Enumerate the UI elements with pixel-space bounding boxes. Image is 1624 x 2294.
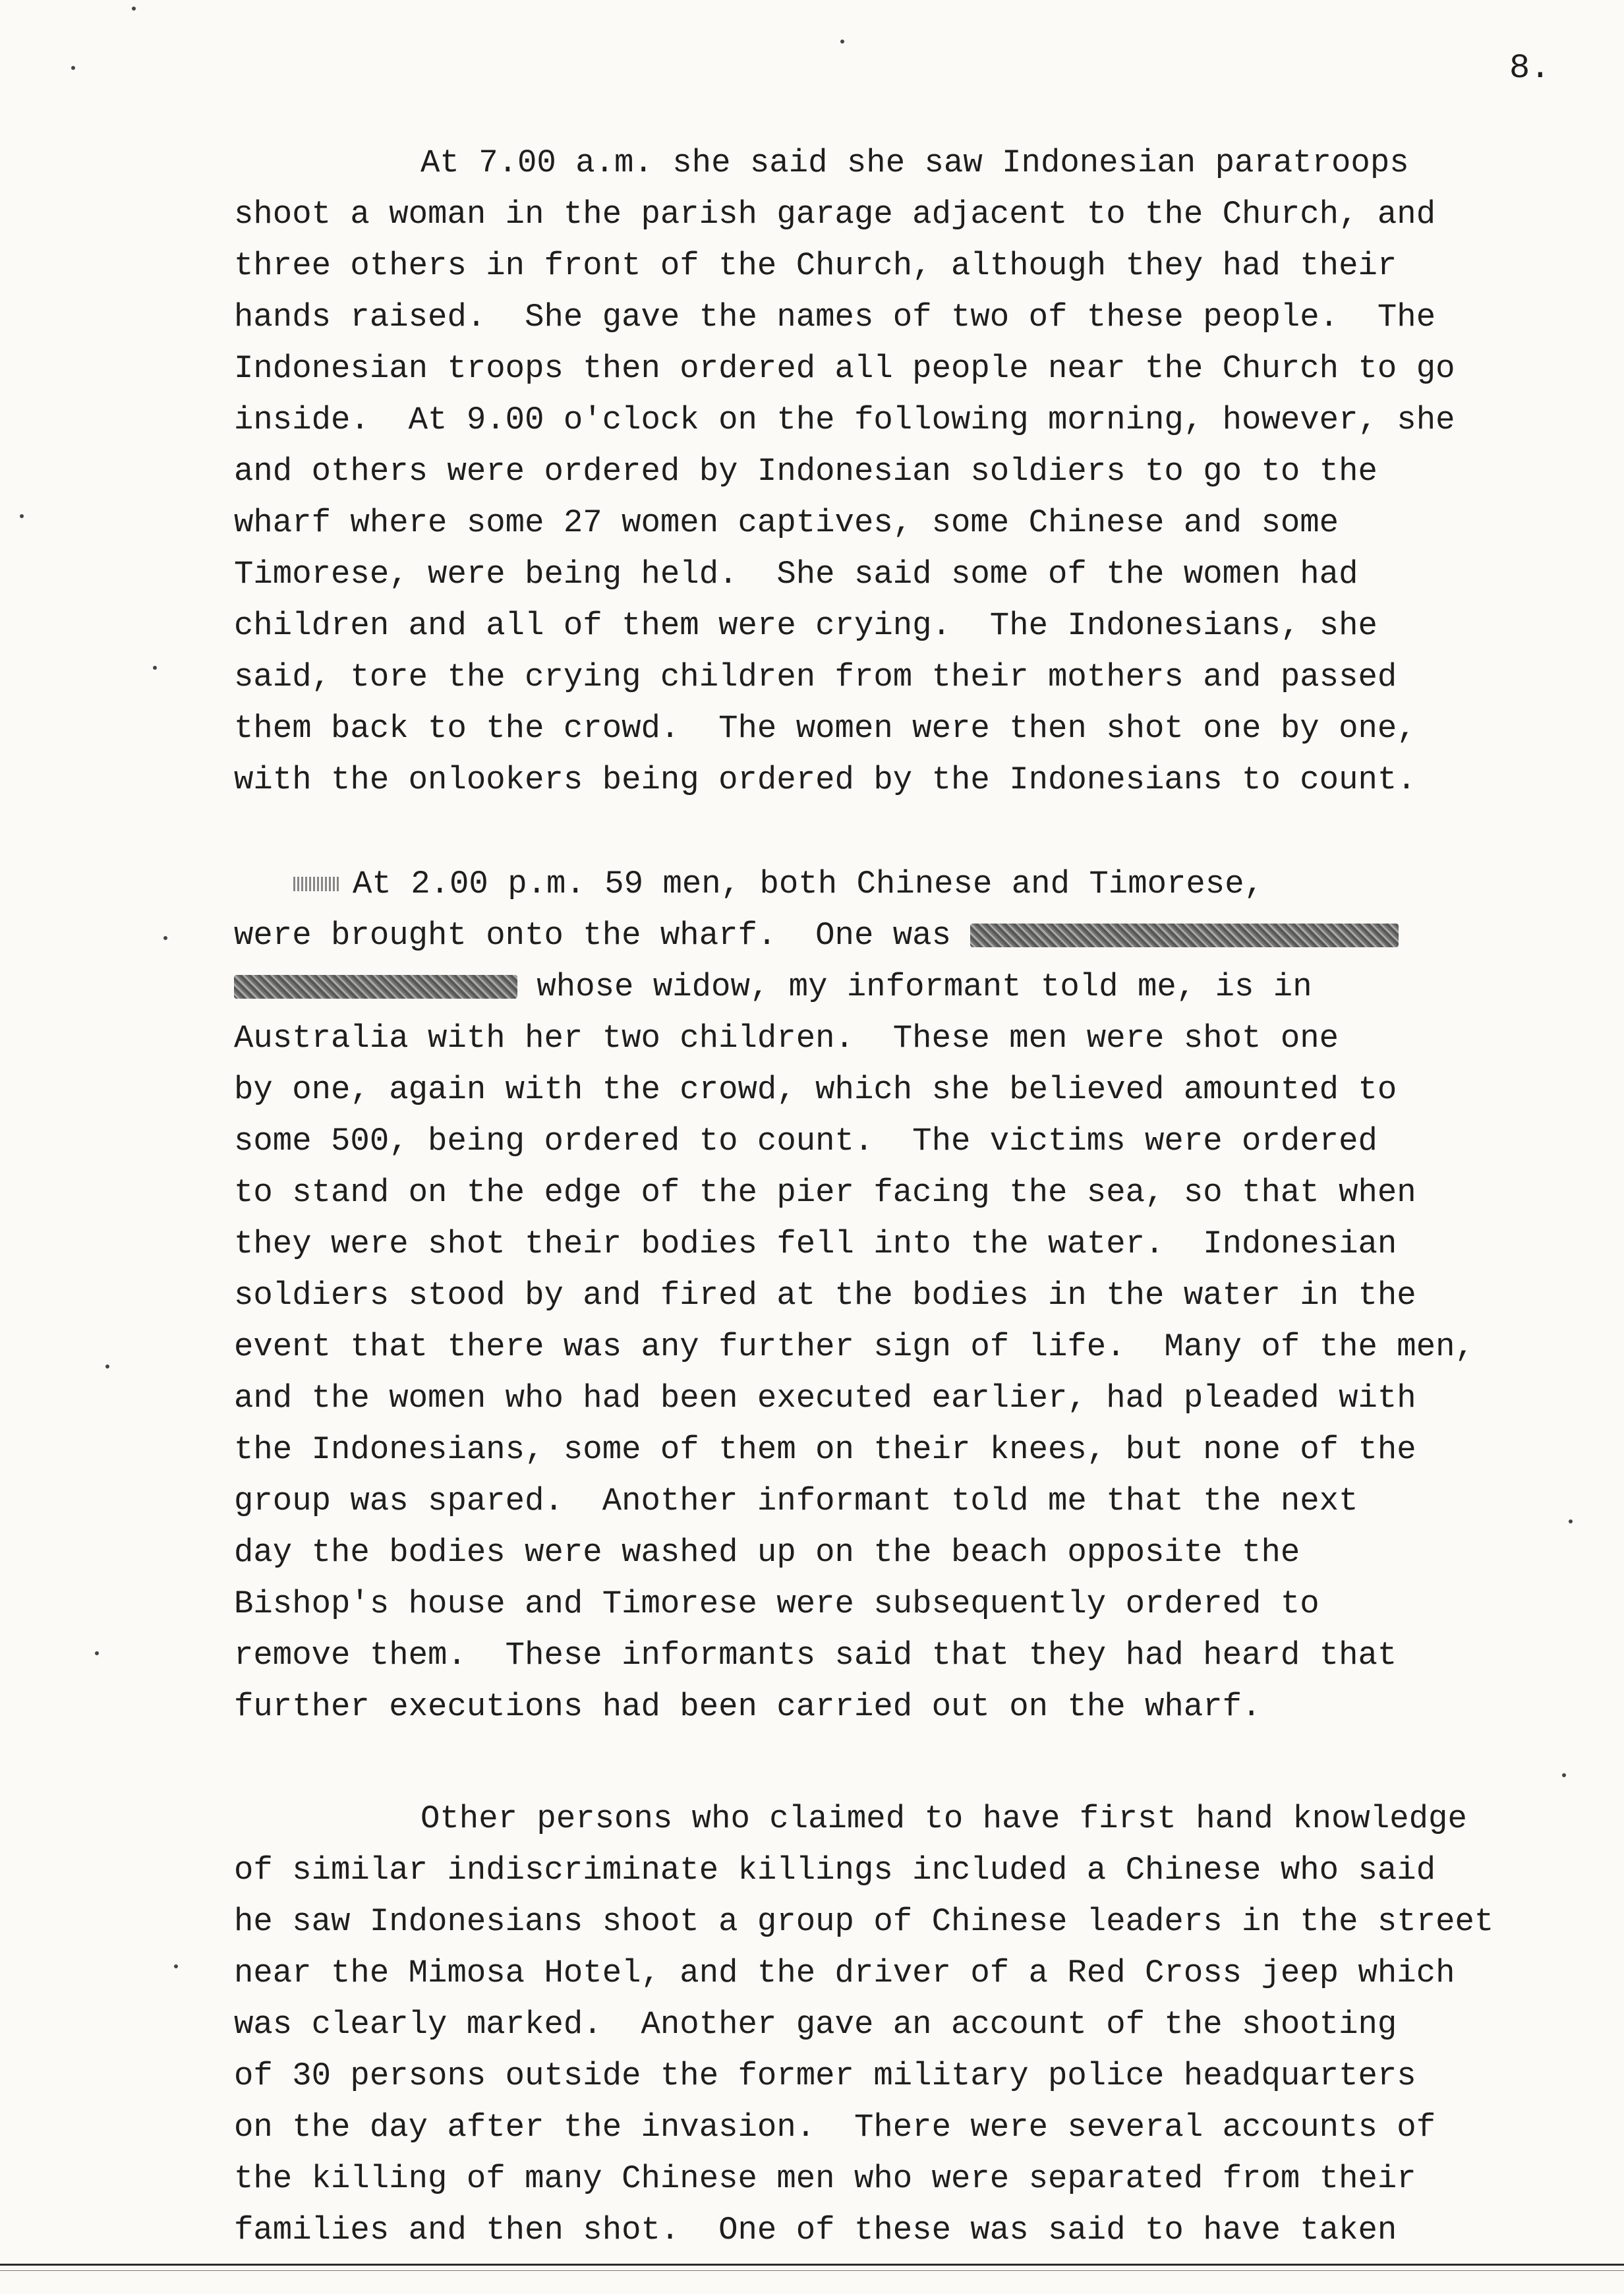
paragraph-line: the Indonesians, some of them on their knees, but none of the: [234, 1431, 1416, 1468]
scan-speck: [174, 1964, 178, 1968]
paragraph-line: Australia with her two children. These men were shot one: [234, 1020, 1339, 1057]
paragraph-line: said, tore the crying children from their mothers and passed: [234, 659, 1397, 695]
scan-speck: [840, 40, 844, 44]
paragraph-line: Indonesian troops then ordered all people near the Church to go: [234, 350, 1455, 387]
paragraph-line: was clearly marked. Another gave an account of the shooting: [234, 2006, 1397, 2043]
paragraph-line: shoot a woman in the parish garage adjacent to the Church, and: [234, 196, 1436, 233]
paragraph-line: them back to the crowd. The women were then shot one by one,: [234, 710, 1416, 747]
paragraph-line: group was spared. Another informant told me that the next: [234, 1483, 1358, 1519]
paragraph-line-text: At 2.00 p.m. 59 men, both Chinese and Timorese,: [353, 866, 1264, 902]
paragraph-line: [234, 961, 1565, 1013]
paragraph-line: inside. At 9.00 o'clock on the following morning, however, she: [234, 401, 1455, 438]
paragraph-line-text: were brought onto the wharf. One was: [234, 917, 971, 954]
paragraph-line: wharf where some 27 women captives, some Chinese and some: [234, 504, 1339, 541]
paragraph-1: [234, 137, 1565, 806]
redacted-name-continued: [234, 975, 517, 999]
paragraph-line: hands raised. She gave the names of two of these people. The: [234, 299, 1436, 336]
paragraph-line: he saw Indonesians shoot a group of Chinese leaders in the street: [234, 1903, 1494, 1940]
paragraph-line: of 30 persons outside the former military police headquarters: [234, 2057, 1416, 2094]
paragraph-line: further executions had been carried out on the wharf.: [234, 1688, 1262, 1725]
page-number: 8.: [1509, 49, 1551, 88]
paragraph-line: on the day after the invasion. There were several accounts of: [234, 2109, 1436, 2146]
paragraph-line: three others in front of the Church, although they had their: [234, 247, 1397, 284]
paragraph-2: [234, 858, 1565, 1732]
scan-speck: [1569, 1519, 1573, 1523]
paragraph-line: near the Mimosa Hotel, and the driver of a Red Cross jeep which: [234, 1955, 1455, 1991]
paragraph-line: Other persons who claimed to have first hand knowledge: [420, 1800, 1467, 1837]
paragraph-line: remove them. These informants said that they had heard that: [234, 1637, 1397, 1674]
scan-speck: [132, 7, 136, 11]
paragraph-line: [234, 910, 1565, 961]
scan-speck: [1562, 1773, 1566, 1777]
paragraph-line: the killing of many Chinese men who were separated from their: [234, 2160, 1416, 2197]
paragraph-line: they were shot their bodies fell into the water. Indonesian: [234, 1225, 1397, 1262]
paragraph-line: and others were ordered by Indonesian soldiers to go to the: [234, 453, 1378, 490]
paragraph-3: [234, 1793, 1565, 2256]
paragraph-line: children and all of them were crying. The Indonesians, she: [234, 607, 1378, 644]
paragraph-line: Bishop's house and Timorese were subsequently ordered to: [234, 1585, 1320, 1622]
paragraph-line: with the onlookers being ordered by the Indonesians to count.: [234, 761, 1416, 798]
scan-speck: [163, 936, 167, 940]
paragraph-line: some 500, being ordered to count. The victims were ordered: [234, 1123, 1378, 1160]
paragraph-line: of similar indiscriminate killings included a Chinese who said: [234, 1852, 1436, 1889]
scan-speck: [153, 666, 157, 670]
paragraph-line: At 7.00 a.m. she said she saw Indonesian paratroops: [420, 144, 1409, 181]
scan-speck: [71, 66, 75, 70]
bottom-rule-thin: [0, 2270, 1624, 2271]
scan-speck: [95, 1651, 99, 1655]
paragraph-line: event that there was any further sign of life. Many of the men,: [234, 1328, 1474, 1365]
paragraph-line: soldiers stood by and fired at the bodies in the water in the: [234, 1277, 1416, 1314]
paragraph-line: to stand on the edge of the pier facing the sea, so that when: [234, 1174, 1416, 1211]
strikeout-mark: [293, 877, 339, 891]
paragraph-line: families and then shot. One of these was said to have taken: [234, 2212, 1397, 2249]
paragraph-line: day the bodies were washed up on the beach opposite the: [234, 1534, 1300, 1571]
paragraph-line: [234, 858, 1565, 910]
scan-speck: [20, 514, 24, 518]
paragraph-line: and the women who had been executed earlier, had pleaded with: [234, 1380, 1416, 1417]
bottom-rule: [0, 2264, 1624, 2266]
scan-speck: [105, 1365, 109, 1368]
redacted-name: [970, 924, 1399, 947]
paragraph-line-text: whose widow, my informant told me, is in: [517, 968, 1312, 1005]
paragraph-line: by one, again with the crowd, which she believed amounted to: [234, 1071, 1397, 1108]
paragraph-line: Timorese, were being held. She said some of the women had: [234, 556, 1358, 593]
